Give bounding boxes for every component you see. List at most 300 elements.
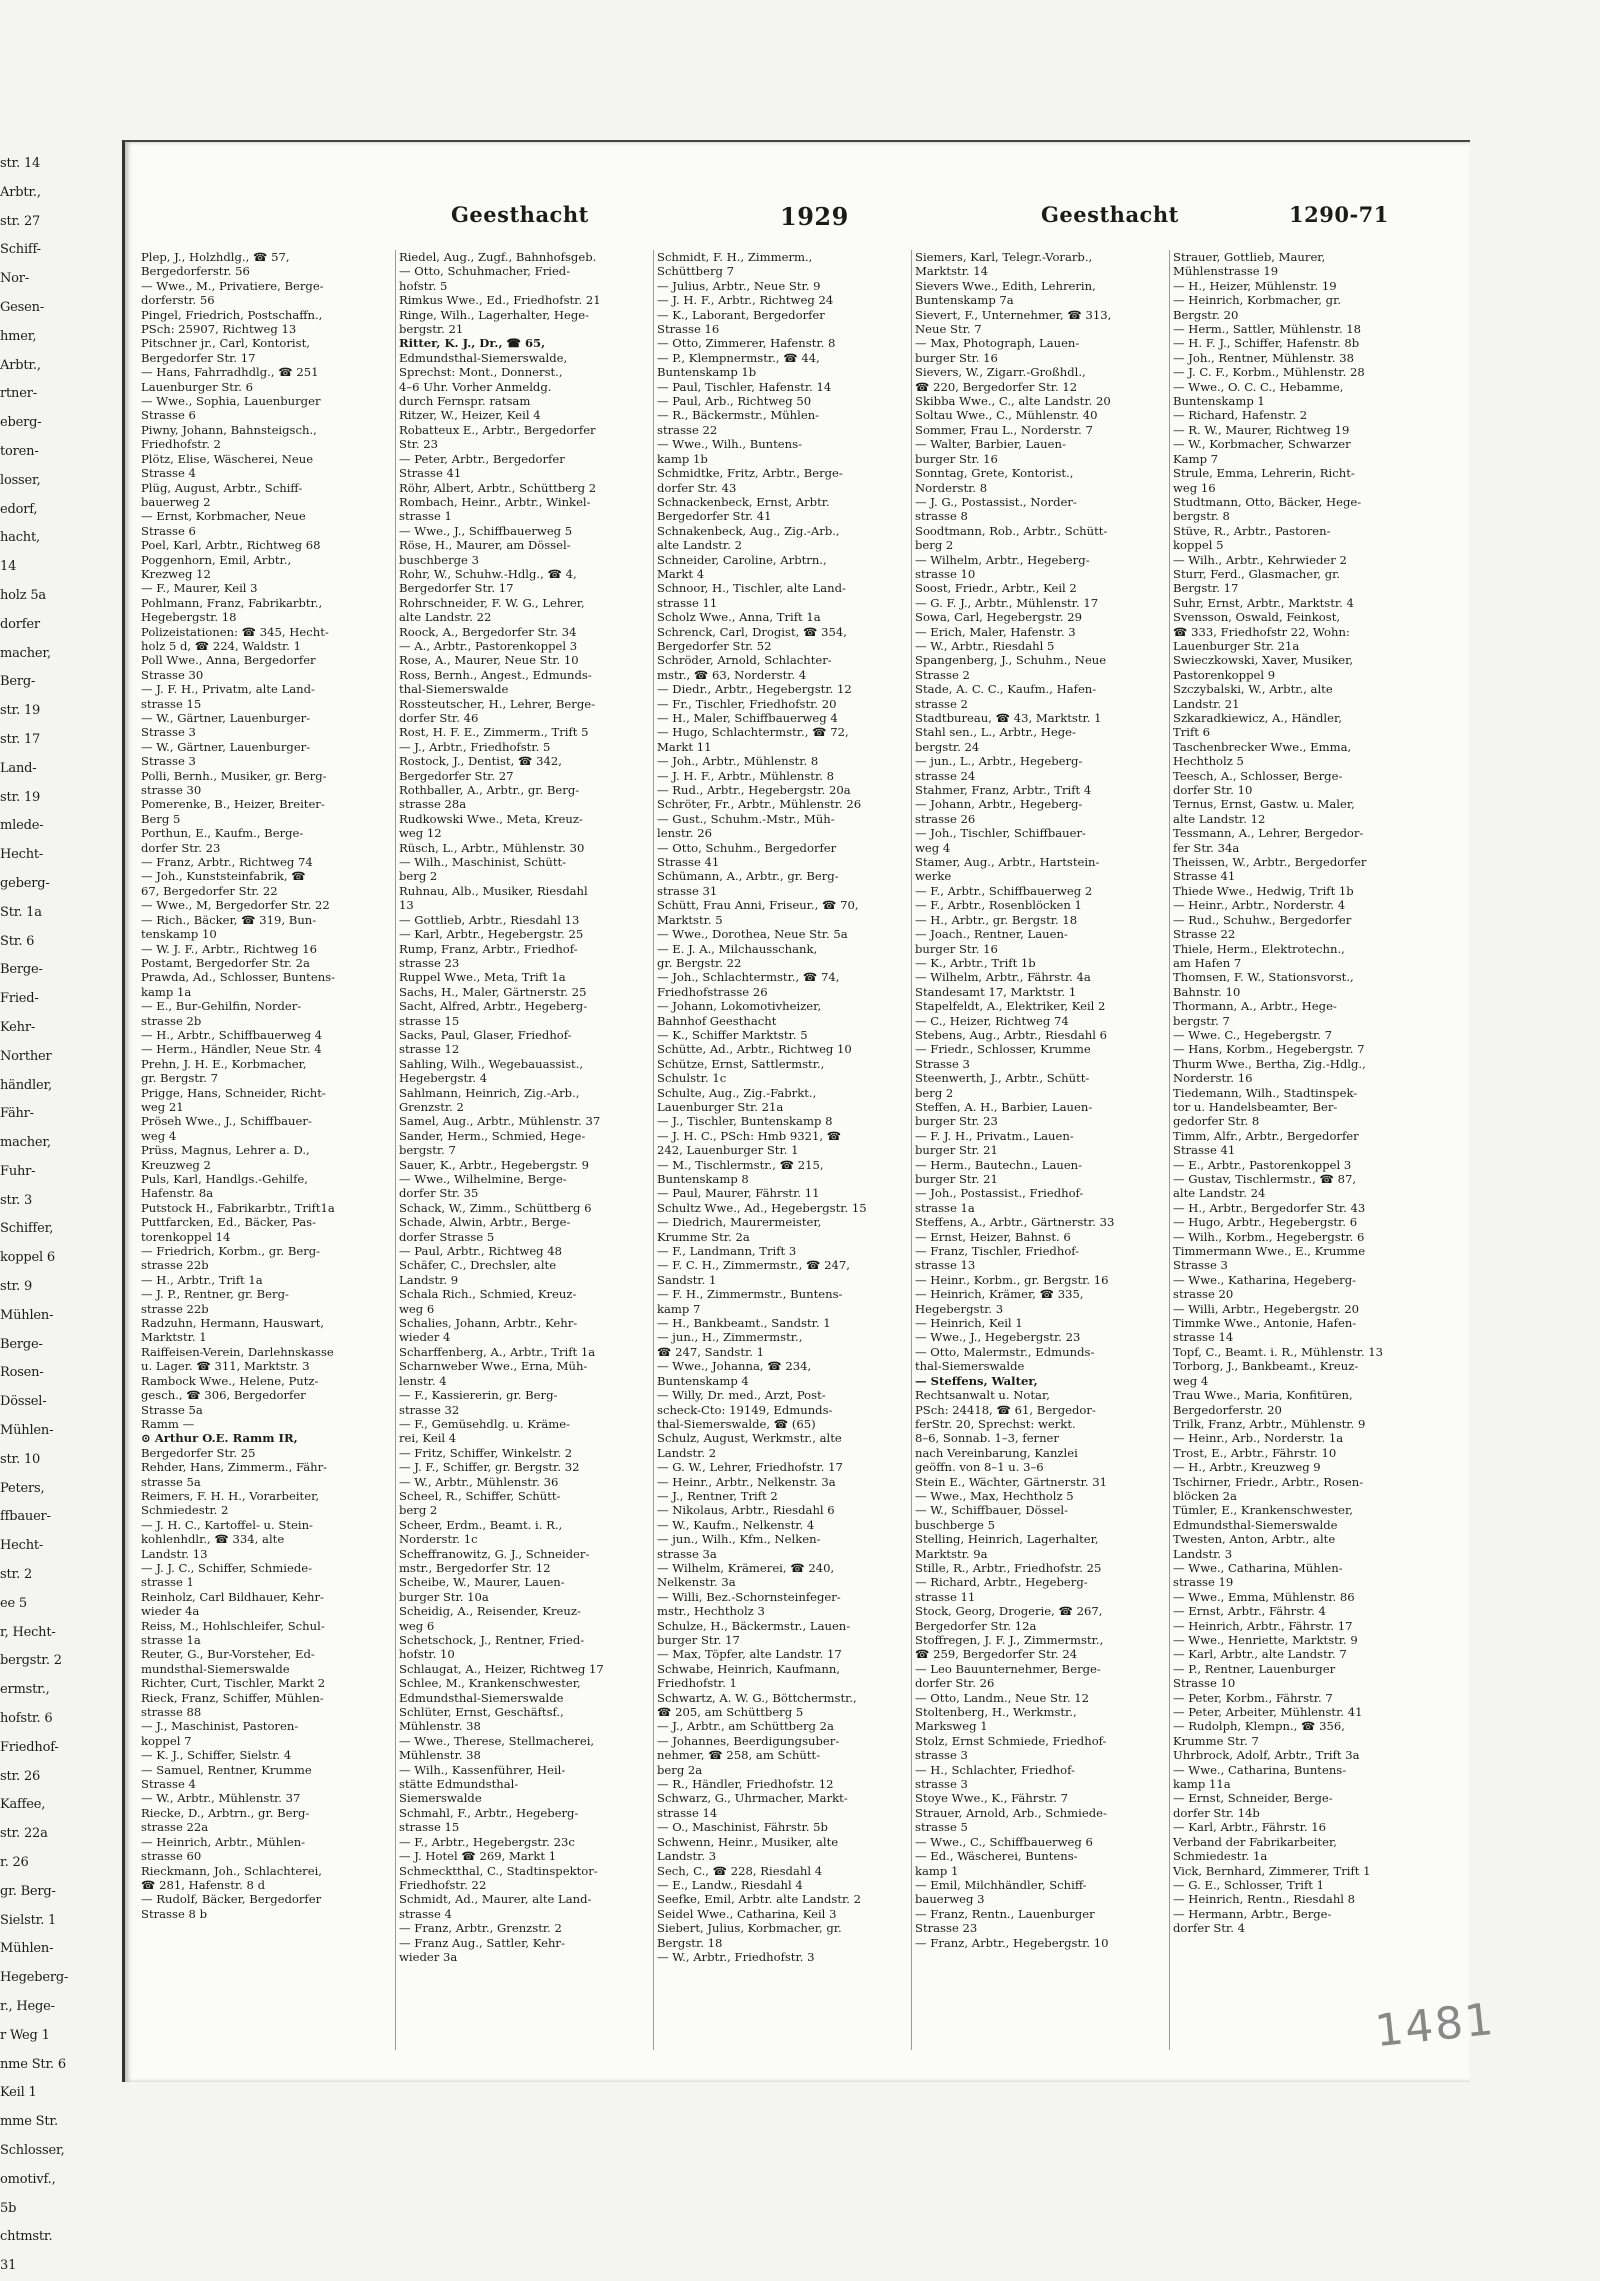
directory-entry-line: Reuter, G., Bur-Vorsteher, Ed- bbox=[141, 1647, 315, 1662]
previous-page-text: Berge- bbox=[0, 1336, 43, 1352]
directory-entry-line: — W., Arbtr., Mühlenstr. 36 bbox=[399, 1474, 559, 1489]
directory-entry-line: — Heinrich, Arbtr., Fährstr. 17 bbox=[1173, 1618, 1353, 1633]
directory-entry-line: Schwartz, A. W. G., Böttchermstr., bbox=[657, 1690, 857, 1705]
previous-page-text: mme Str. bbox=[0, 2114, 58, 2130]
directory-entry-line: Strasse 3 bbox=[141, 725, 196, 740]
directory-entry-line: — W., Arbtr., Friedhofstr. 3 bbox=[657, 1949, 815, 1964]
directory-entry-line: weg 4 bbox=[915, 840, 951, 855]
directory-column-1 bbox=[141, 250, 393, 1921]
directory-entry-line: strasse 20 bbox=[1173, 1287, 1234, 1302]
directory-entry-line: Krumme Str. 7 bbox=[1173, 1733, 1259, 1748]
directory-entry-line: Schulze, H., Bäckermstr., Lauen- bbox=[657, 1618, 851, 1633]
directory-entry-line: Twesten, Anton, Arbtr., alte bbox=[1173, 1532, 1336, 1547]
directory-entry-line: dorfer Str. 23 bbox=[141, 840, 221, 855]
directory-entry-line: blöcken 2a bbox=[1173, 1488, 1237, 1503]
directory-entry-line: — W., Korbmacher, Schwarzer bbox=[1173, 437, 1351, 452]
directory-entry-line: Mühlenstrasse 19 bbox=[1173, 264, 1279, 279]
directory-entry-line: — J. J. C., Schiffer, Schmiede- bbox=[141, 1560, 313, 1575]
directory-entry-line: Strasse 6 bbox=[141, 523, 196, 538]
directory-entry-line: — J., Arbtr., am Schüttberg 2a bbox=[657, 1719, 834, 1734]
directory-entry-line: — Wwe., M, Bergedorfer Str. 22 bbox=[141, 898, 330, 913]
directory-entry-line: 242, Lauenburger Str. 1 bbox=[657, 1143, 799, 1158]
previous-page-text: Friedhof- bbox=[0, 1739, 59, 1755]
directory-entry-line: Bergedorfer Str. 12a bbox=[915, 1618, 1037, 1633]
directory-entry-line: Reinholz, Carl Bildhauer, Kehr- bbox=[141, 1589, 324, 1604]
directory-entry-line: Strasse 16 bbox=[657, 322, 720, 337]
directory-entry-line: strasse 31 bbox=[657, 883, 718, 898]
directory-entry-line: Stade, A. C. C., Kaufm., Hafen- bbox=[915, 682, 1097, 697]
directory-entry-line: — J. F., Schiffer, gr. Bergstr. 32 bbox=[399, 1460, 580, 1475]
directory-entry-line: — Erich, Maler, Hafenstr. 3 bbox=[915, 624, 1076, 639]
directory-entry-line: — W. J. F., Arbtr., Richtweg 16 bbox=[141, 941, 317, 956]
directory-entry-line: Rose, A., Maurer, Neue Str. 10 bbox=[399, 653, 579, 668]
directory-entry-line: — H., Heizer, Mühlenstr. 19 bbox=[1173, 278, 1337, 293]
directory-entry-line: — F., Gemüsehdlg. u. Kräme- bbox=[399, 1416, 571, 1431]
directory-entry-line: — Ed., Wäscherei, Buntens- bbox=[915, 1849, 1078, 1864]
directory-entry-line: Schütze, Ernst, Sattlermstr., bbox=[657, 1056, 825, 1071]
directory-entry-line: Schütt, Frau Anni, Friseur., ☎ 70, bbox=[657, 898, 859, 913]
directory-entry-line: Trilk, Franz, Arbtr., Mühlenstr. 9 bbox=[1173, 1416, 1366, 1431]
directory-entry-line: Stebens, Aug., Arbtr., Riesdahl 6 bbox=[915, 1027, 1107, 1042]
directory-entry-line: Sacks, Paul, Glaser, Friedhof- bbox=[399, 1027, 572, 1042]
directory-entry-line: Berg 5 bbox=[141, 811, 181, 826]
previous-page-text: händler, bbox=[0, 1077, 52, 1093]
previous-page-text: edorf, bbox=[0, 501, 38, 517]
directory-entry-line: berg 2 bbox=[915, 538, 954, 553]
directory-entry-line: bauerweg 2 bbox=[141, 494, 211, 509]
directory-entry-line: — Friedr., Schlosser, Krumme bbox=[915, 1042, 1091, 1057]
directory-entry-line: — jun., L., Arbtr., Hegeberg- bbox=[915, 754, 1083, 769]
directory-entry-line: — R., Händler, Friedhofstr. 12 bbox=[657, 1777, 834, 1792]
directory-entry-line: strasse 26 bbox=[915, 811, 976, 826]
directory-entry-line: — H., Schlachter, Friedhof- bbox=[915, 1762, 1075, 1777]
directory-entry-line: — Wilhelm, Arbtr., Hegeberg- bbox=[915, 552, 1090, 567]
previous-page-text: Arbtr., bbox=[0, 184, 41, 200]
directory-entry-line: Hegebergstr. 18 bbox=[141, 610, 237, 625]
directory-entry-line: Marktstr. 14 bbox=[915, 264, 989, 279]
directory-entry-line: — F. C. H., Zimmermstr., ☎ 247, bbox=[657, 1258, 850, 1273]
directory-entry-line: nehmer, ☎ 258, am Schütt- bbox=[657, 1748, 821, 1763]
directory-entry-line: Buntenskamp 7a bbox=[915, 293, 1014, 308]
directory-entry-line: — Herm., Bautechn., Lauen- bbox=[915, 1157, 1083, 1172]
directory-entry-line: strasse 4 bbox=[399, 1906, 452, 1921]
directory-entry-line: am Hafen 7 bbox=[1173, 955, 1242, 970]
directory-entry-line: Torborg, J., Bankbeamt., Kreuz- bbox=[1173, 1359, 1359, 1374]
directory-entry-line: Sandstr. 1 bbox=[657, 1272, 717, 1287]
previous-page-text: str. 10 bbox=[0, 1451, 41, 1467]
directory-entry-line: Pomerenke, B., Heizer, Breiter- bbox=[141, 797, 325, 812]
previous-page-text: mlede- bbox=[0, 818, 44, 834]
directory-entry-line: Scharffenberg, A., Arbtr., Trift 1a bbox=[399, 1344, 596, 1359]
directory-entry-line: Strasse 4 bbox=[141, 466, 196, 481]
directory-entry-line: — H., Arbtr., Schiffbauerweg 4 bbox=[141, 1027, 323, 1042]
directory-entry-line: strasse 22 bbox=[657, 422, 718, 437]
directory-entry-line: Strasse 4 bbox=[141, 1777, 196, 1792]
directory-entry-line: — Franz, Rentn., Lauenburger bbox=[915, 1906, 1095, 1921]
directory-entry-line: strasse 11 bbox=[657, 595, 718, 610]
directory-entry-line: — Joh., Rentner, Mühlenstr. 38 bbox=[1173, 350, 1354, 365]
directory-entry-line: Schmidt, Ad., Maurer, alte Land- bbox=[399, 1892, 592, 1907]
directory-entry-line: Mühlenstr. 38 bbox=[399, 1748, 481, 1763]
previous-page-text: Fähr- bbox=[0, 1106, 34, 1122]
directory-entry-line: — C., Heizer, Richtweg 74 bbox=[915, 1013, 1069, 1028]
directory-entry-line: strasse 15 bbox=[399, 1820, 460, 1835]
directory-entry-line: burger Str. 21 bbox=[915, 1172, 998, 1186]
directory-entry-line: — Richard, Arbtr., Hegeberg- bbox=[915, 1575, 1088, 1590]
directory-entry-line: kamp 1a bbox=[141, 984, 192, 999]
previous-page-text: hofstr. 6 bbox=[0, 1711, 53, 1727]
previous-page-text: eberg- bbox=[0, 415, 42, 431]
directory-entry-line: — E., Landw., Riesdahl 4 bbox=[657, 1877, 803, 1892]
directory-entry-line: — Wwe., Wilhelmine, Berge- bbox=[399, 1172, 567, 1186]
directory-entry-line: strasse 1a bbox=[141, 1633, 201, 1647]
previous-page-text: 5b bbox=[0, 2200, 17, 2216]
directory-entry-line: Friedhofstrasse 26 bbox=[657, 984, 768, 999]
directory-entry-line: tenskamp 10 bbox=[141, 927, 217, 942]
directory-entry-line: weg 6 bbox=[399, 1618, 435, 1633]
directory-entry-line: Ringe, Wilh., Lagerhalter, Hege- bbox=[399, 307, 590, 322]
directory-entry-line: — Hermann, Arbtr., Berge- bbox=[1173, 1906, 1332, 1921]
directory-entry-line: — R. W., Maurer, Richtweg 19 bbox=[1173, 422, 1350, 437]
directory-entry-line: Siemers, Karl, Telegr.-Vorarb., bbox=[915, 250, 1093, 264]
directory-entry-line: koppel 7 bbox=[141, 1733, 192, 1748]
directory-entry-line: strasse 1a bbox=[915, 1200, 975, 1215]
directory-entry-line: bergstr. 7 bbox=[1173, 1013, 1230, 1028]
directory-entry-line: — F., Maurer, Keil 3 bbox=[141, 581, 258, 596]
directory-entry-line: Prehn, J. H. E., Korbmacher, bbox=[141, 1056, 307, 1071]
directory-entry-line: Ross, Bernh., Angest., Edmunds- bbox=[399, 667, 592, 682]
directory-entry-line: Schalies, Johann, Arbtr., Kehr- bbox=[399, 1316, 578, 1331]
directory-entry-line: Rostock, J., Dentist, ☎ 342, bbox=[399, 754, 562, 769]
directory-entry-line: Siemerswalde bbox=[399, 1791, 482, 1806]
directory-entry-line: — J. C. F., Korbm., Mühlenstr. 28 bbox=[1173, 365, 1365, 380]
directory-entry-line: — F., Kassiererin, gr. Berg- bbox=[399, 1388, 558, 1403]
previous-page-text: str. 22a bbox=[0, 1826, 48, 1842]
previous-page-text: 14 bbox=[0, 559, 17, 575]
directory-entry-line: strasse 3a bbox=[657, 1546, 717, 1561]
directory-entry-line: Strasse 3 bbox=[915, 1056, 970, 1071]
directory-entry-line: strasse 88 bbox=[141, 1705, 202, 1720]
directory-entry-line: Krezweg 12 bbox=[141, 566, 211, 581]
previous-page-text: Norther bbox=[0, 1048, 52, 1064]
directory-entry-line: — Otto, Schuhmacher, Fried- bbox=[399, 264, 571, 279]
directory-entry-line: Robatteux E., Arbtr., Bergedorfer bbox=[399, 422, 596, 437]
directory-entry-line: — Wwe., Katharina, Hegeberg- bbox=[1173, 1272, 1357, 1287]
directory-entry-line: strasse 5 bbox=[915, 1820, 968, 1835]
directory-entry-line: Topf, C., Beamt. i. R., Mühlenstr. 13 bbox=[1173, 1344, 1384, 1359]
directory-entry-line: strasse 28a bbox=[399, 797, 467, 812]
directory-entry-line: strasse 5a bbox=[141, 1474, 201, 1489]
directory-entry-line: — Wilh., Maschinist, Schütt- bbox=[399, 855, 567, 870]
directory-entry-line: Riedel, Aug., Zugf., Bahnhofsgeb. bbox=[399, 250, 597, 264]
directory-entry-line: — Joach., Rentner, Lauen- bbox=[915, 927, 1068, 942]
directory-entry-line: Norderstr. 1c bbox=[399, 1532, 478, 1547]
directory-entry-line: Schröter, Fr., Arbtr., Mühlenstr. 26 bbox=[657, 797, 862, 812]
directory-entry-line: dorferstr. 56 bbox=[141, 293, 215, 308]
directory-entry-line: ferStr. 20, Sprechst: werkt. bbox=[915, 1416, 1076, 1431]
directory-entry-line: alte Landstr. 2 bbox=[657, 538, 742, 553]
directory-entry-line: strasse 12 bbox=[399, 1042, 460, 1057]
directory-entry-line: — J. F. H., Privatm, alte Land- bbox=[141, 682, 315, 697]
directory-entry-line: — Nikolaus, Arbtr., Riesdahl 6 bbox=[657, 1503, 835, 1518]
previous-page-text: ffbauer- bbox=[0, 1509, 51, 1525]
directory-entry-line: — Fritz, Schiffer, Winkelstr. 2 bbox=[399, 1445, 573, 1460]
directory-entry-line: Puls, Karl, Handlgs.-Gehilfe, bbox=[141, 1172, 308, 1186]
directory-entry-line: Stoffregen, J. F. J., Zimmermstr., bbox=[915, 1633, 1104, 1647]
directory-entry-line: — P., Klempnermstr., ☎ 44, bbox=[657, 350, 820, 365]
directory-column-3 bbox=[657, 250, 909, 1964]
directory-entry-line: strasse 2b bbox=[141, 1013, 202, 1028]
directory-entry-line: Markt 4 bbox=[657, 566, 705, 581]
previous-page-text: geberg- bbox=[0, 875, 50, 891]
directory-entry-line: Porthun, E., Kaufm., Berge- bbox=[141, 826, 304, 841]
directory-entry-line: kamp 7 bbox=[657, 1301, 701, 1316]
directory-entry-line: — Ernst, Schneider, Berge- bbox=[1173, 1791, 1333, 1806]
directory-entry-line: — Hans, Korbm., Hegebergstr. 7 bbox=[1173, 1042, 1365, 1057]
directory-entry-line: Buntenskamp 8 bbox=[657, 1172, 749, 1186]
directory-entry-line: Schümann, A., Arbtr., gr. Berg- bbox=[657, 869, 839, 884]
directory-entry-line: — jun., H., Zimmermstr., bbox=[657, 1330, 803, 1345]
directory-entry-line: Hechtholz 5 bbox=[1173, 754, 1244, 769]
directory-entry-line: Sauer, K., Arbtr., Hegebergstr. 9 bbox=[399, 1157, 589, 1172]
directory-entry-line: — J., Tischler, Buntenskamp 8 bbox=[657, 1114, 833, 1129]
directory-entry-line: Riecke, D., Arbtrn., gr. Berg- bbox=[141, 1805, 310, 1820]
directory-entry-line: Schlüter, Ernst, Geschäftsf., bbox=[399, 1705, 564, 1720]
directory-entry-line: — Ernst, Heizer, Bahnst. 6 bbox=[915, 1229, 1071, 1244]
directory-entry-line: Edmundsthal-Siemerswalde bbox=[1173, 1517, 1338, 1532]
directory-entry-line: — J. H. F., Arbtr., Mühlenstr. 8 bbox=[657, 768, 834, 783]
directory-entry-line: — Willy, Dr. med., Arzt, Post- bbox=[657, 1388, 826, 1403]
directory-entry-line: — G. W., Lehrer, Friedhofstr. 17 bbox=[657, 1460, 843, 1475]
directory-entry-line: mstr., Bergedorfer Str. 12 bbox=[399, 1560, 551, 1575]
directory-entry-line: Trost, E., Arbtr., Fährstr. 10 bbox=[1173, 1445, 1337, 1460]
directory-entry-line: Buntenskamp 4 bbox=[657, 1373, 749, 1388]
directory-entry-line: weg 12 bbox=[399, 826, 442, 841]
directory-entry-line: bergstr. 8 bbox=[1173, 509, 1230, 524]
column-divider bbox=[395, 250, 396, 2050]
previous-page-text: str. 26 bbox=[0, 1768, 41, 1784]
directory-entry-line: strasse 1 bbox=[399, 509, 452, 524]
directory-entry-line: dorfer Str. 26 bbox=[915, 1676, 995, 1691]
previous-page-text: str. 17 bbox=[0, 731, 41, 747]
directory-entry-line: — E., Arbtr., Pastorenkoppel 3 bbox=[1173, 1157, 1352, 1172]
directory-entry-line: — F., Arbtr., Rosenblöcken 1 bbox=[915, 898, 1082, 913]
directory-entry-line: — Wwe., Johanna, ☎ 234, bbox=[657, 1359, 812, 1374]
directory-entry-line: Rechtsanwalt u. Notar, bbox=[915, 1388, 1050, 1403]
directory-entry-line: Schnakenbeck, Aug., Zig.-Arb., bbox=[657, 523, 840, 538]
directory-entry-line: 8–6, Sonnab. 1–3, ferner bbox=[915, 1431, 1059, 1446]
directory-entry-line: weg 6 bbox=[399, 1301, 435, 1316]
previous-page-text: Fried- bbox=[0, 991, 39, 1007]
directory-entry-line: — F., Arbtr., Schiffbauerweg 2 bbox=[915, 883, 1093, 898]
directory-entry-line: Schröder, Arnold, Schlachter- bbox=[657, 653, 832, 668]
directory-entry-line: Poll Wwe., Anna, Bergedorfer bbox=[141, 653, 316, 668]
directory-entry-line: — Franz, Tischler, Friedhof- bbox=[915, 1244, 1080, 1259]
directory-entry-line: Polli, Bernh., Musiker, gr. Berg- bbox=[141, 768, 327, 783]
previous-page-text: Mühlen- bbox=[0, 1423, 54, 1439]
directory-entry-line: Strasse 3 bbox=[1173, 1258, 1228, 1273]
directory-entry-line: Strasse 5a bbox=[141, 1402, 203, 1417]
directory-entry-line: Rohrschneider, F. W. G., Lehrer, bbox=[399, 595, 585, 610]
directory-entry-line: Tümler, E., Krankenschwester, bbox=[1173, 1503, 1353, 1518]
directory-entry-line: stätte Edmundsthal- bbox=[399, 1777, 519, 1792]
previous-page-text: chtmstr. bbox=[0, 2229, 53, 2245]
directory-entry-line: Sievers Wwe., Edith, Lehrerin, bbox=[915, 278, 1096, 293]
previous-page-text: Sielstr. 1 bbox=[0, 1912, 57, 1928]
directory-column-4 bbox=[915, 250, 1167, 1950]
directory-entry-line: Pohlmann, Franz, Fabrikarbtr., bbox=[141, 595, 323, 610]
directory-entry-line: Sahling, Wilh., Wegebauassist., bbox=[399, 1056, 584, 1071]
directory-entry-line: — Joh., Postassist., Friedhof- bbox=[915, 1186, 1084, 1201]
directory-entry-line: Bergstr. 17 bbox=[1173, 581, 1239, 596]
directory-column-5 bbox=[1173, 250, 1425, 1936]
directory-entry-line: Skibba Wwe., C., alte Landstr. 20 bbox=[915, 394, 1111, 409]
directory-entry-line: — H., Arbtr., Bergedorfer Str. 43 bbox=[1173, 1200, 1366, 1215]
directory-entry-line: Stapelfeldt, A., Elektriker, Keil 2 bbox=[915, 999, 1106, 1014]
directory-entry-line: Samel, Aug., Arbtr., Mühlenstr. 37 bbox=[399, 1114, 601, 1129]
directory-entry-line: durch Fernspr. ratsam bbox=[399, 394, 531, 409]
directory-entry-line: — J. H. C., PSch: Hmb 9321, ☎ bbox=[657, 1128, 842, 1143]
directory-entry-line: Steffens, A., Arbtr., Gärtnerstr. 33 bbox=[915, 1215, 1115, 1230]
directory-entry-line: — Wwe., J., Hegebergstr. 23 bbox=[915, 1330, 1081, 1345]
previous-page-text: r, Hecht- bbox=[0, 1624, 56, 1640]
directory-entry-line: Stahmer, Franz, Arbtr., Trift 4 bbox=[915, 783, 1092, 798]
directory-entry-line: tor u. Handelsbeamter, Ber- bbox=[1173, 1099, 1338, 1114]
directory-entry-line: Studtmann, Otto, Bäcker, Hege- bbox=[1173, 494, 1362, 509]
directory-entry-line: Stille, R., Arbtr., Friedhofstr. 25 bbox=[915, 1560, 1102, 1575]
directory-entry-line: strasse 8 bbox=[915, 509, 968, 524]
directory-entry-line: — K., Laborant, Bergedorfer bbox=[657, 307, 825, 322]
directory-entry-line: — Wwe., O. C. C., Hebamme, bbox=[1173, 379, 1344, 394]
directory-entry-line: Kamp 7 bbox=[1173, 451, 1219, 466]
directory-entry-line: lenstr. 4 bbox=[399, 1373, 447, 1388]
directory-entry-line: — E. J. A., Milchausschank, bbox=[657, 941, 818, 956]
directory-entry-line: Str. 23 bbox=[399, 437, 438, 452]
directory-entry-line: Scheibe, W., Maurer, Lauen- bbox=[399, 1575, 565, 1590]
directory-entry-line: — Johannes, Beerdigungsuber- bbox=[657, 1733, 840, 1748]
directory-entry-line: bergstr. 21 bbox=[399, 322, 464, 337]
directory-entry-line: — Paul, Arb., Richtweg 50 bbox=[657, 394, 812, 409]
directory-entry-line: — Wwe. C., Hegebergstr. 7 bbox=[1173, 1027, 1332, 1042]
directory-entry-line: alte Landstr. 24 bbox=[1173, 1186, 1266, 1201]
directory-entry-line: berg 2a bbox=[657, 1762, 703, 1777]
directory-entry-line: Edmundsthal-Siemerswalde, bbox=[399, 350, 568, 365]
directory-entry-line: — Franz, Arbtr., Grenzstr. 2 bbox=[399, 1921, 562, 1936]
directory-entry-line: Schneider, Caroline, Arbtrn., bbox=[657, 552, 827, 567]
directory-entry-line: — Max, Töpfer, alte Landstr. 17 bbox=[657, 1647, 842, 1662]
directory-entry-line: Reimers, F. H. H., Vorarbeiter, bbox=[141, 1488, 320, 1503]
directory-entry-line: — Joh., Schlachtermstr., ☎ 74, bbox=[657, 970, 840, 985]
directory-entry-line: Landstr. 21 bbox=[1173, 696, 1240, 711]
previous-page-text: Rosen- bbox=[0, 1365, 44, 1381]
directory-entry-line: Bergedorfer Str. 25 bbox=[141, 1445, 256, 1460]
directory-entry-line: — Karl, Arbtr., Fährstr. 16 bbox=[1173, 1820, 1326, 1835]
directory-entry-line: thal-Siemerswalde, ☎ (65) bbox=[657, 1416, 816, 1431]
directory-entry-line: burger Str. 16 bbox=[915, 941, 998, 956]
directory-entry-line: — J. H. C., Kartoffel- u. Stein- bbox=[141, 1517, 313, 1532]
directory-entry-line: Rothballer, A., Arbtr., gr. Berg- bbox=[399, 783, 580, 798]
directory-entry-line: Strasse 8 b bbox=[141, 1906, 207, 1921]
directory-entry-line: — F. H., Zimmermstr., Buntens- bbox=[657, 1287, 843, 1302]
directory-entry-line: — F., Arbtr., Hegebergstr. 23c bbox=[399, 1834, 575, 1849]
directory-entry-line: — Diedr., Arbtr., Hegebergstr. 12 bbox=[657, 682, 852, 697]
directory-entry-line: Scheel, R., Schiffer, Schütt- bbox=[399, 1488, 561, 1503]
directory-entry-line: Szkaradkiewicz, A., Händler, bbox=[1173, 711, 1342, 725]
directory-entry-line: Richter, Curt, Tischler, Markt 2 bbox=[141, 1676, 326, 1691]
directory-entry-line: Schultz Wwe., Ad., Hegebergstr. 15 bbox=[657, 1200, 867, 1215]
directory-entry-line: Röse, H., Maurer, am Dössel- bbox=[399, 538, 571, 553]
directory-entry-line: Lauenburger Str. 21a bbox=[1173, 638, 1300, 653]
header-town-left: Geesthacht bbox=[451, 202, 589, 227]
directory-entry-line: — Rich., Bäcker, ☎ 319, Bun- bbox=[141, 912, 317, 927]
directory-entry-line: Landstr. 2 bbox=[657, 1445, 717, 1460]
directory-entry-line: ☎ 333, Friedhofstr 22, Wohn: bbox=[1173, 624, 1350, 639]
directory-entry-line: geöffn. von 8–1 u. 3–6 bbox=[915, 1460, 1044, 1475]
directory-entry-line: Rudkowski Wwe., Meta, Kreuz- bbox=[399, 811, 583, 826]
directory-entry-line: — Johann, Lokomotivheizer, bbox=[657, 999, 822, 1014]
directory-entry-line: Schade, Alwin, Arbtr., Berge- bbox=[399, 1215, 571, 1230]
header-year: 1929 bbox=[780, 202, 849, 231]
directory-entry-line: — Heinr., Arb., Norderstr. 1a bbox=[1173, 1431, 1344, 1446]
previous-page-text: toren- bbox=[0, 443, 39, 459]
directory-entry-line: — Heinrich, Arbtr., Mühlen- bbox=[141, 1834, 306, 1849]
directory-entry-line: Schwenn, Heinr., Musiker, alte bbox=[657, 1834, 839, 1849]
directory-entry-line: wieder 4 bbox=[399, 1330, 451, 1345]
directory-entry-line: — Wwe., Therese, Stellmacherei, bbox=[399, 1733, 595, 1748]
directory-entry-line: Krumme Str. 2a bbox=[657, 1229, 750, 1244]
directory-entry-line: Poel, Karl, Arbtr., Richtweg 68 bbox=[141, 538, 321, 553]
directory-entry-line: Strasse 41 bbox=[1173, 1143, 1236, 1158]
directory-entry-line: — Herm., Sattler, Mühlenstr. 18 bbox=[1173, 322, 1362, 337]
directory-entry-line: Schack, W., Zimm., Schüttberg 6 bbox=[399, 1200, 592, 1215]
directory-entry-line: Stahl sen., L., Arbtr., Hege- bbox=[915, 725, 1076, 740]
directory-entry-line: dorfer Str. 10 bbox=[1173, 783, 1253, 798]
directory-entry-line: — J., Arbtr., Friedhofstr. 5 bbox=[399, 739, 551, 754]
directory-entry-line: Siebert, Julius, Korbmacher, gr. bbox=[657, 1921, 842, 1936]
directory-entry-line: strasse 32 bbox=[399, 1402, 460, 1417]
directory-entry-line: — O., Maschinist, Fährstr. 5b bbox=[657, 1820, 828, 1835]
directory-entry-line: Steffen, A. H., Barbier, Lauen- bbox=[915, 1099, 1093, 1114]
directory-entry-line: holz 5 d, ☎ 224, Waldstr. 1 bbox=[141, 638, 302, 653]
directory-entry-line: Prigge, Hans, Schneider, Richt- bbox=[141, 1085, 326, 1100]
directory-entry-line: torenkoppel 14 bbox=[141, 1229, 231, 1244]
directory-entry-line: — Walter, Barbier, Lauen- bbox=[915, 437, 1066, 452]
directory-entry-line: Schnackenbeck, Ernst, Arbtr. bbox=[657, 494, 830, 509]
previous-page-text: Str. 6 bbox=[0, 933, 35, 949]
directory-entry-line: lenstr. 26 bbox=[657, 826, 713, 841]
directory-entry-line: Sacht, Alfred, Arbtr., Hegeberg- bbox=[399, 999, 588, 1014]
directory-entry-line: Bergedorfer Str. 17 bbox=[141, 350, 256, 365]
directory-entry-line: Raiffeisen-Verein, Darlehnskasse bbox=[141, 1344, 334, 1359]
directory-entry-line: Sander, Herm., Schmied, Hege- bbox=[399, 1128, 586, 1143]
directory-entry-line: strasse 22b bbox=[141, 1258, 209, 1273]
directory-entry-line: Stoltenberg, H., Werkmstr., bbox=[915, 1705, 1077, 1720]
directory-entry-line: strasse 14 bbox=[1173, 1330, 1234, 1345]
directory-entry-line: — Ernst, Arbtr., Fährstr. 4 bbox=[1173, 1604, 1326, 1619]
directory-entry-line: — K., Arbtr., Trift 1b bbox=[915, 955, 1036, 970]
directory-entry-line: strasse 2 bbox=[915, 696, 968, 711]
directory-entry-line: Stelling, Heinrich, Lagerhalter, bbox=[915, 1532, 1099, 1547]
directory-entry-line: Schmiedestr. 1a bbox=[1173, 1849, 1268, 1864]
directory-entry-line: — jun., Wilh., Kfm., Nelken- bbox=[657, 1532, 821, 1547]
handwritten-page-number: 1481 bbox=[1372, 1993, 1498, 2058]
directory-entry-line: — Willi, Arbtr., Hegebergstr. 20 bbox=[1173, 1301, 1360, 1316]
directory-entry-line: — E., Bur-Gehilfin, Norder- bbox=[141, 999, 302, 1014]
directory-entry-line: strasse 15 bbox=[141, 696, 202, 711]
directory-entry-line: gr. Bergstr. 22 bbox=[657, 955, 742, 970]
directory-entry-line: bergstr. 24 bbox=[915, 739, 980, 754]
directory-entry-line: Stüve, R., Arbtr., Pastoren- bbox=[1173, 523, 1331, 538]
